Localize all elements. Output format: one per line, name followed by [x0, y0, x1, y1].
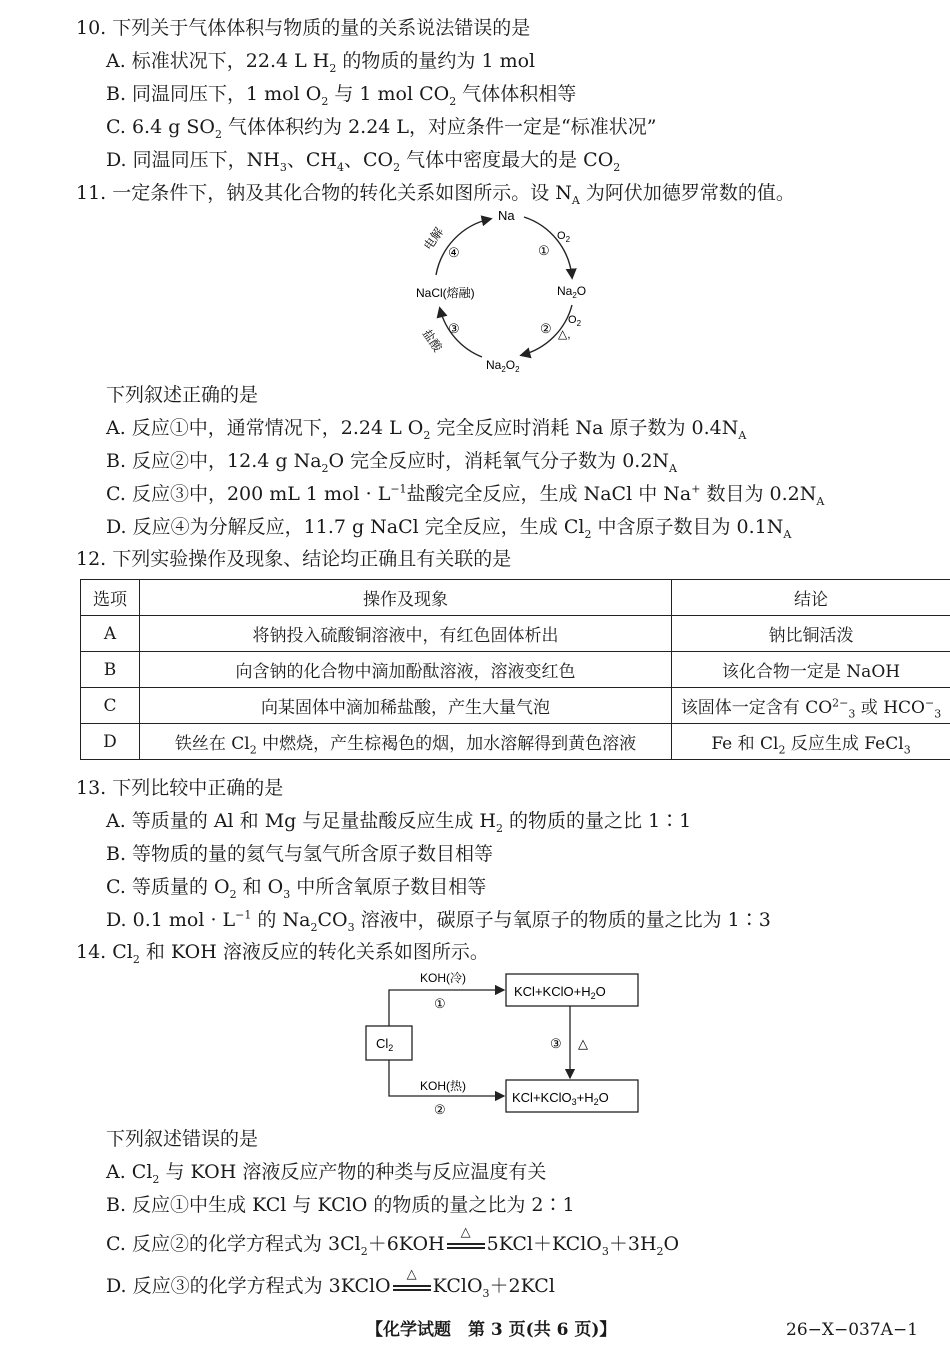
cell-conclusion: 钠比铜活泼 [672, 616, 950, 652]
table-row [81, 724, 950, 760]
node-na: Na [498, 208, 515, 223]
label-electrolysis: 电解 [420, 225, 447, 253]
header-option: 选项 [81, 580, 140, 616]
q11-stem: 11. 一定条件下，钠及其化合物的转化关系如图所示。设 $N_A$ 为阿伏加德罗常数的值。 [76, 182, 795, 207]
circle-2: ② [540, 322, 552, 337]
q10-stem: 10. 下列关于气体体积与物质的量的关系说法错误的是 [76, 17, 531, 39]
header-operation: 操作及现象 [140, 580, 672, 616]
experiment-table [80, 579, 950, 760]
label-o2-top: $O_2$ [557, 230, 571, 244]
q11-option-a: A. 反应①中，通常情况下，2.24 L $O_2$ 完全反应时消耗 Na 原子数为 $0.4N_A$ [106, 417, 747, 442]
heat-equals-sign: △ [445, 1235, 487, 1255]
node-na2o: $Na_2O$ [557, 284, 587, 300]
q14-prompt: 下列叙述错误的是 [106, 1128, 259, 1150]
q10-option-a: A. 标准状况下，22.4 L $H_2$ 的物质的量约为 1 mol [106, 50, 536, 75]
q11-option-c: C. 反应③中，200 mL 1 mol · $L^{-1}$盐酸完全反应，生成 NaCl 中 Na+ 数目为 $0.2N_A$ [106, 482, 825, 508]
cell-conclusion: Fe 和 $Cl_2$ 反应生成 FeCl$_3$ [672, 724, 950, 760]
table-row [81, 652, 950, 688]
q13-option-d: D. 0.1 mol · $L^{-1}$ 的 $Na_2CO_3$ 溶液中，碳原子与氧原子的物质的量之比为 1∶3 [106, 908, 771, 934]
cl2-koh-diagram [362, 968, 644, 1118]
q13-option-a: A. 等质量的 Al 和 Mg 与足量盐酸反应生成 $H_2$ 的物质的量之比 1∶1 [106, 810, 692, 835]
arrow-3 [440, 309, 482, 357]
label-o2-side: $O_2$ [568, 314, 582, 328]
cell-option: B [81, 652, 140, 688]
cell-conclusion: 该固体一定含有 $CO^{2-}_3$ 或 $HCO^-_3$ [672, 688, 950, 724]
node-nacl-molten: NaCl(熔融) [416, 286, 475, 300]
q10-option-b: B. 同温同压下，1 mol $O_2$ 与 1 mol $CO_2$ 气体体积相等 [106, 83, 577, 108]
q14-stem: 14. $Cl_2$ 和 KOH 溶液反应的转化关系如图所示。 [76, 941, 489, 966]
q13-option-c: C. 等质量的 $O_2$ 和 $O_3$ 中所含氧原子数目相等 [106, 876, 487, 901]
cell-option: C [81, 688, 140, 724]
table-row [81, 688, 950, 724]
circle-3: ③ [448, 322, 460, 337]
q14-option-b: B. 反应①中生成 KCl 与 KClO 的物质的量之比为 2∶1 [106, 1194, 575, 1216]
heat-equals-sign: △ [391, 1277, 433, 1297]
q10-option-d: D. 同温同压下，$NH_3$、$CH_4$、$CO_2$ 气体中密度最大的是 $CO_2$ [106, 149, 621, 174]
q14-option-d: D. 反应③的化学方程式为 3KClO △ KClO$_3$＋2KCl [106, 1267, 555, 1300]
arrow-4 [436, 219, 490, 275]
circle-4: ④ [448, 246, 460, 261]
circle-3: ③ [550, 1037, 562, 1052]
q14-option-c: C. 反应②的化学方程式为 $3Cl_2+6KOH$ △ $5KCl+KClO_3+3H_2O$ [106, 1225, 680, 1258]
table-row [81, 616, 950, 652]
circle-1: ① [538, 244, 550, 259]
label-heat: △, [558, 327, 571, 341]
label-koh-hot: KOH(热) [420, 1079, 466, 1093]
q11-option-d: D. 反应④为分解反应，11.7 g NaCl 完全反应，生成 $Cl_2$ 中含原子数目为 $0.1N_A$ [106, 516, 792, 541]
label-koh-cold: KOH(冷) [420, 971, 466, 985]
label-heat: △ [578, 1037, 588, 1052]
label-hydrochloric-acid: 盐酸 [419, 326, 445, 355]
q12-stem: 12. 下列实验操作及现象、结论均正确且有关联的是 [76, 548, 512, 570]
cell-operation: 向某固体中滴加稀盐酸，产生大量气泡 [140, 688, 672, 724]
arrow-cold [389, 990, 504, 1026]
cell-operation: 向含钠的化合物中滴加酚酞溶液，溶液变红色 [140, 652, 672, 688]
header-conclusion: 结论 [672, 580, 950, 616]
page-footer: 【化学试题 第 3 页(共 6 页)】 [366, 1320, 617, 1340]
cell-operation: 将钠投入硫酸铜溶液中，有红色固体析出 [140, 616, 672, 652]
cell-conclusion: 该化合物一定是 NaOH [672, 652, 950, 688]
q13-option-b: B. 等物质的量的氦气与氢气所含原子数目相等 [106, 843, 494, 865]
label-product-hot: $KCl+KClO_3+H_2O$ [512, 1090, 609, 1107]
paper-code: 26−X−037A−1 [786, 1320, 919, 1340]
q10-option-c: C. 6.4 g $SO_2$ 气体体积约为 2.24 L，对应条件一定是“标准状况” [106, 116, 657, 141]
circle-2: ② [434, 1103, 446, 1118]
sodium-cycle-diagram [412, 205, 592, 373]
circle-1: ① [434, 997, 446, 1012]
q13-stem: 13. 下列比较中正确的是 [76, 777, 284, 799]
label-cl2: $Cl_2$ [376, 1036, 394, 1053]
q14-option-a: A. $Cl_2$ 与 KOH 溶液反应产物的种类与反应温度有关 [106, 1161, 547, 1186]
table-header-row [81, 580, 950, 616]
q11-prompt: 下列叙述正确的是 [106, 384, 259, 406]
cell-option: A [81, 616, 140, 652]
label-product-cold: $KCl+KClO+H_2O$ [514, 984, 606, 1001]
q11-option-b: B. 反应②中，12.4 g $Na_2O$ 完全反应时，消耗氧气分子数为 $0.2N_A$ [106, 450, 677, 475]
node-na2o2: $Na_2O_2$ [486, 358, 520, 373]
cell-option: D [81, 724, 140, 760]
cell-operation: 铁丝在 $Cl_2$ 中燃烧，产生棕褐色的烟，加水溶解得到黄色溶液 [140, 724, 672, 760]
